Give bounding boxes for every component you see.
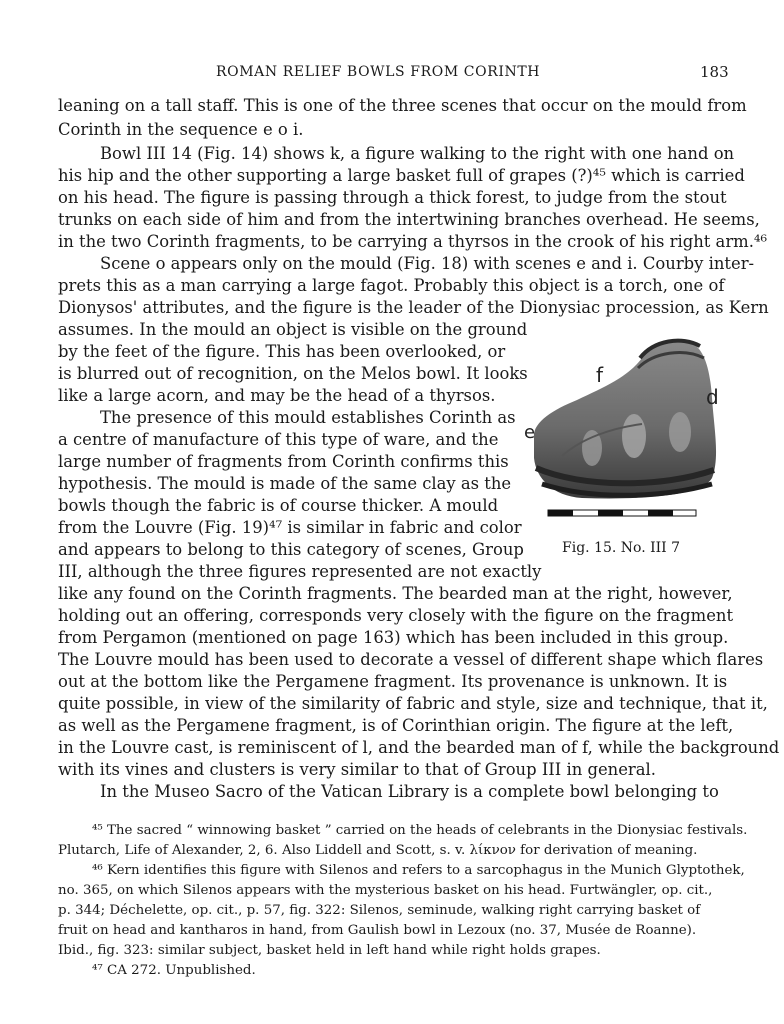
body-line: Corinth in the sequence e o i. bbox=[58, 120, 304, 139]
body-line: his hip and the other supporting a large basket full of grapes (?)⁴⁵ which is carried bbox=[58, 166, 745, 185]
figure-caption: Fig. 15. No. III 7 bbox=[562, 540, 681, 556]
body-line: from the Louvre (Fig. 19)⁴⁷ is similar in fabric and color bbox=[58, 518, 522, 537]
body-line: as well as the Pergamene fragment, is of Corinthian origin. The figure at the left, bbox=[58, 716, 734, 735]
footnote-line: Ibid., fig. 323: similar subject, basket held in left hand while right holds grapes. bbox=[58, 943, 601, 958]
body-line: III, although the three figures represented are not exactly bbox=[58, 562, 542, 581]
body-line: In the Museo Sacro of the Vatican Library is a complete bowl belonging to bbox=[100, 782, 719, 801]
body-line: and appears to belong to this category of scenes, Group bbox=[58, 540, 524, 559]
body-line: from Pergamon (mentioned on page 163) which has been included in this group. bbox=[58, 628, 729, 647]
body-line: like any found on the Corinth fragments. The bearded man at the right, however, bbox=[58, 584, 733, 603]
body-line: by the feet of the figure. This has been overlooked, or bbox=[58, 342, 506, 361]
body-line: Scene o appears only on the mould (Fig. 18) with scenes e and i. Courby inter- bbox=[100, 254, 755, 273]
footnote-line: ⁴⁵ The sacred “ winnowing basket ” carried on the heads of celebrants in the Dionysiac festivals. bbox=[92, 823, 748, 838]
footnote-line: ⁴⁷ CA 272. Unpublished. bbox=[92, 963, 256, 978]
body-line: The Louvre mould has been used to decorate a vessel of different shape which flares bbox=[58, 650, 764, 669]
body-line: prets this as a man carrying a large fagot. Probably this object is a torch, one of bbox=[58, 276, 725, 295]
footnote-line: no. 365, on which Silenos appears with the mysterious basket on his head. Furtwängler, op. cit., bbox=[58, 883, 713, 898]
body-line: trunks on each side of him and from the intertwining branches overhead. He seems, bbox=[58, 210, 760, 229]
footnote-line: Plutarch, Life of Alexander, 2, 6. Also Liddell and Scott, s. v. λίκνον for derivation of meaning. bbox=[58, 843, 698, 858]
body-line: leaning on a tall staff. This is one of the three scenes that occur on the mould from bbox=[58, 96, 747, 115]
figure-letter-d: d bbox=[706, 385, 719, 409]
body-line: assumes. In the mould an object is visible on the ground bbox=[58, 320, 528, 339]
footnote-line: p. 344; Déchelette, op. cit., p. 57, fig. 322: Silenos, seminude, walking right carrying basket of bbox=[58, 903, 701, 918]
body-line: hypothesis. The mould is made of the same clay as the bbox=[58, 474, 512, 493]
body-line: bowls though the fabric is of course thicker. A mould bbox=[58, 496, 499, 515]
body-line: large number of fragments from Corinth confirms this bbox=[58, 452, 509, 471]
body-line: like a large acorn, and may be the head of a thyrsos. bbox=[58, 386, 496, 405]
body-line: on his head. The figure is passing through a thick forest, to judge from the stout bbox=[58, 188, 727, 207]
body-line: with its vines and clusters is very similar to that of Group III in general. bbox=[58, 760, 656, 779]
mould-fragment-image bbox=[522, 328, 728, 520]
body-line: Dionysos' attributes, and the figure is the leader of the Dionysiac procession, as Kern bbox=[58, 298, 769, 317]
body-line: quite possible, in view of the similarity of fabric and style, size and technique, that it, bbox=[58, 694, 768, 713]
footnote-line: fruit on head and kantharos in hand, from Gaulish bowl in Lezoux (no. 37, Musée de Roanne). bbox=[58, 923, 697, 938]
figure-letter-e: e bbox=[524, 422, 536, 443]
figure-mould-fragment bbox=[522, 328, 728, 520]
body-line: out at the bottom like the Pergamene fragment. Its provenance is unknown. It is bbox=[58, 672, 728, 691]
body-line: a centre of manufacture of this type of ware, and the bbox=[58, 430, 499, 449]
body-line: in the two Corinth fragments, to be carrying a thyrsos in the crook of his right arm.⁴⁶ bbox=[58, 232, 768, 251]
body-line: in the Louvre cast, is reminiscent of l, and the bearded man of f, while the background bbox=[58, 738, 780, 757]
figure-letter-f: f bbox=[596, 363, 604, 387]
running-title: ROMAN RELIEF BOWLS FROM CORINTH bbox=[216, 64, 541, 80]
footnote-line: ⁴⁶ Kern identifies this figure with Silenos and refers to a sarcophagus in the Munich Glyptothek, bbox=[92, 863, 745, 878]
body-line: Bowl III 14 (Fig. 14) shows k, a figure walking to the right with one hand on bbox=[100, 144, 735, 163]
body-line: holding out an offering, corresponds very closely with the figure on the fragment bbox=[58, 606, 734, 625]
body-line: is blurred out of recognition, on the Melos bowl. It looks bbox=[58, 364, 528, 383]
page-number: 183 bbox=[700, 63, 729, 81]
body-line: The presence of this mould establishes Corinth as bbox=[100, 408, 516, 427]
